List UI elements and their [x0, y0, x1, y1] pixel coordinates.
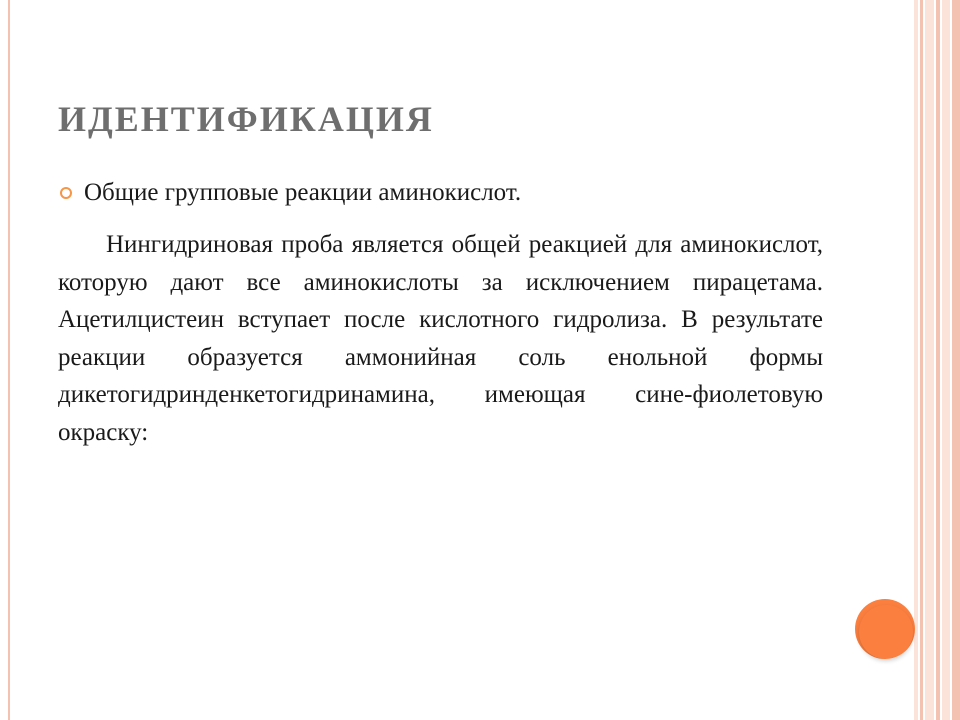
circle-bullet-icon: [60, 187, 72, 199]
bullet-item: [60, 176, 840, 210]
bullet-text: Общие групповые реакции аминокислот.: [84, 179, 522, 206]
orange-circle-decoration: [855, 599, 915, 659]
body-paragraph: Нингидриновая проба является общей реакцией для аминокислот, которую дают все аминокислоты за исключением пирацетама. Ацетилцистеин вступает после кислотного гидролиза. В результате реакции образуется аммонийная соль енольной формы дикетогидринденкетогидринамина, имеющая сине-фиолетовую окраску:: [58, 231, 823, 446]
stripe: [920, 0, 923, 720]
stripe: [942, 0, 950, 720]
stripe: [914, 0, 918, 720]
decorative-stripes: [914, 0, 960, 720]
stripe: [925, 0, 934, 720]
stripe: [952, 0, 960, 720]
stripe: [936, 0, 940, 720]
slide-title: ИДЕНТИФИКАЦИЯ: [58, 99, 434, 139]
left-border-line: [8, 0, 10, 720]
